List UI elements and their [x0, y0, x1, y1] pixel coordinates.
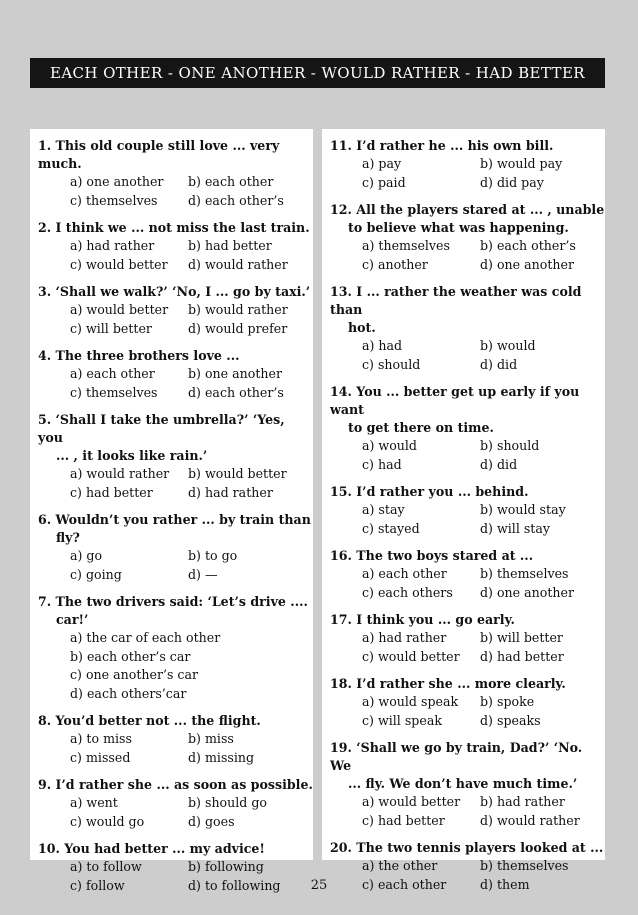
question-line: 15. I’d rather you ... behind.	[330, 484, 529, 499]
answer-option: c) missed	[70, 749, 131, 765]
answer-option: c) had better	[362, 812, 445, 828]
answer-option: a) had rather	[362, 630, 447, 645]
question-line: to believe what was happening.	[348, 220, 569, 235]
answer-option: b) each other	[188, 174, 274, 189]
question-line: fly?	[56, 530, 80, 545]
answer-option: c) would go	[70, 813, 145, 829]
question-line: 13. I ... rather the weather was cold than	[330, 284, 582, 317]
answer-option: c) would better	[362, 648, 460, 664]
answer-options	[330, 693, 605, 730]
question-text	[38, 411, 313, 465]
answer-option: b) should	[480, 438, 540, 453]
question-item	[38, 593, 313, 703]
answer-option: c) follow	[70, 877, 125, 893]
question-text	[38, 593, 313, 629]
answer-options	[330, 337, 605, 374]
answer-option: d) would rather	[480, 812, 580, 828]
answer-option: a) the car of each other	[70, 630, 221, 645]
answer-option: a) to follow	[70, 859, 142, 874]
answer-options	[38, 173, 313, 210]
answer-options	[38, 237, 313, 274]
question-line: ... fly. We don’t have much time.’	[348, 776, 578, 791]
question-line: hot.	[348, 320, 376, 335]
question-line: 14. You ... better get up early if you want	[330, 384, 580, 417]
answer-options	[38, 547, 313, 584]
question-line: 1. This old couple still love ... very much.	[38, 138, 280, 171]
answer-option: c) themselves	[70, 384, 158, 400]
question-line: 18. I’d rather she ... more clearly.	[330, 676, 566, 691]
answer-option: d) missing	[188, 749, 255, 765]
answer-option: d) goes	[188, 813, 235, 829]
answer-option: a) one another	[70, 174, 164, 189]
question-text	[330, 611, 605, 629]
left-column	[30, 129, 313, 893]
answer-option: a) would speak	[362, 694, 459, 709]
answer-options	[38, 301, 313, 338]
answer-option: c) each others	[362, 584, 453, 600]
question-line: 19. ‘Shall we go by train, Dad?’ ‘No. We	[330, 740, 583, 773]
question-item	[330, 483, 605, 538]
answer-options	[38, 794, 313, 831]
answer-option: a) pay	[362, 156, 402, 171]
answer-option: b) each other’s	[480, 238, 576, 253]
answer-option: a) had	[362, 338, 403, 353]
answer-option: d) each others’car	[70, 685, 187, 701]
answer-option: a) each other	[70, 366, 155, 381]
question-item	[38, 283, 313, 338]
question-item	[330, 739, 605, 830]
answer-options	[330, 155, 605, 192]
answer-option: a) go	[70, 548, 103, 563]
answer-option: c) should	[362, 356, 421, 372]
answer-option: c) going	[70, 566, 122, 582]
answer-option: d) would rather	[188, 256, 288, 272]
question-item	[38, 137, 313, 210]
answer-option: d) will stay	[480, 520, 550, 536]
answer-option: b) themselves	[480, 566, 569, 581]
answer-options	[330, 793, 605, 830]
answer-option: b) would better	[188, 466, 287, 481]
question-text	[330, 201, 605, 237]
answer-option: c) had better	[70, 484, 153, 500]
answer-option: c) stayed	[362, 520, 420, 536]
answer-option: b) will better	[480, 630, 563, 645]
answer-option: c) paid	[362, 174, 406, 190]
answer-option: d) speaks	[480, 712, 541, 728]
question-item	[38, 776, 313, 831]
answer-option: c) themselves	[70, 192, 158, 208]
page-number: 25	[310, 878, 328, 893]
answer-options	[330, 565, 605, 602]
question-item	[330, 201, 605, 274]
question-line: 7. The two drivers said: ‘Let’s drive ....	[38, 594, 308, 609]
answer-options	[330, 629, 605, 666]
answer-option: d) one another	[480, 584, 574, 600]
answer-option: d) had rather	[188, 484, 273, 500]
answer-option: d) had better	[480, 648, 564, 664]
answer-option: a) the other	[362, 858, 438, 873]
question-item	[38, 411, 313, 502]
answer-option: a) each other	[362, 566, 447, 581]
answer-option: c) another	[362, 256, 428, 272]
question-text	[38, 511, 313, 547]
answer-option: a) had rather	[70, 238, 155, 253]
answer-option: c) one another’s car	[70, 667, 199, 682]
question-line: 4. The three brothers love ...	[38, 348, 240, 363]
question-line: 2. I think we ... not miss the last train.	[38, 220, 310, 235]
answer-option: b) would pay	[480, 156, 563, 171]
answer-option: a) went	[70, 795, 118, 810]
answer-option: b) would rather	[188, 302, 288, 317]
answer-option: d) did pay	[480, 174, 544, 190]
answer-option: d) one another	[480, 256, 574, 272]
question-line: 3. ‘Shall we walk?’ ‘No, I ... go by taxi.’	[38, 284, 311, 299]
question-text	[38, 283, 313, 301]
question-text	[330, 283, 605, 337]
answer-options	[330, 437, 605, 474]
question-item	[330, 383, 605, 474]
question-text	[38, 776, 313, 794]
answer-option: c) each other	[362, 876, 447, 892]
question-item	[38, 511, 313, 584]
question-line: ... , it looks like rain.’	[56, 448, 208, 463]
question-item	[330, 547, 605, 602]
question-line: 11. I’d rather he ... his own bill.	[330, 138, 554, 153]
answer-option: a) would	[362, 438, 417, 453]
answer-option: b) following	[188, 859, 264, 874]
question-line: car!’	[56, 612, 89, 627]
answer-options	[38, 629, 313, 703]
answer-option: d) each other’s	[188, 384, 284, 400]
question-text	[38, 712, 313, 730]
answer-option: b) had better	[188, 238, 272, 253]
question-line: 20. The two tennis players looked at ...	[330, 840, 604, 855]
question-line: 6. Wouldn’t you rather ... by train than	[38, 512, 311, 527]
answer-option: d) would prefer	[188, 320, 288, 336]
answer-option: d) to following	[188, 877, 281, 893]
question-text	[38, 347, 313, 365]
answer-option: b) miss	[188, 731, 234, 746]
question-text	[38, 137, 313, 173]
question-text	[330, 547, 605, 565]
answer-option: a) would better	[70, 302, 169, 317]
answer-option: a) stay	[362, 502, 405, 517]
answer-options	[38, 465, 313, 502]
answer-options	[38, 365, 313, 402]
answer-option: a) themselves	[362, 238, 450, 253]
question-text	[330, 675, 605, 693]
answer-option: d) each other’s	[188, 192, 284, 208]
answer-option: c) would better	[70, 256, 168, 272]
right-column	[322, 129, 605, 892]
question-line: to get there on time.	[348, 420, 494, 435]
answer-option: b) one another	[188, 366, 282, 381]
answer-options	[330, 237, 605, 274]
question-line: 10. You had better ... my advice!	[38, 841, 265, 856]
answer-option: b) should go	[188, 795, 267, 810]
question-item	[330, 283, 605, 374]
question-item	[38, 347, 313, 402]
answer-option: b) each other’s car	[70, 648, 191, 664]
answer-option: b) spoke	[480, 694, 535, 709]
question-text	[330, 483, 605, 501]
answer-option: a) would better	[362, 794, 461, 809]
answer-options	[330, 501, 605, 538]
answer-options	[38, 730, 313, 767]
answer-option: b) had rather	[480, 794, 565, 809]
answer-option: b) to go	[188, 548, 238, 563]
page-title: EACH OTHER - ONE ANOTHER - WOULD RATHER - HAD BETTER	[30, 58, 605, 88]
answer-option: c) will better	[70, 320, 152, 336]
question-line: 9. I’d rather she ... as soon as possible.	[38, 777, 313, 792]
question-text	[330, 137, 605, 155]
answer-option: b) themselves	[480, 858, 569, 873]
question-line: 5. ‘Shall I take the umbrella?’ ‘Yes, you	[38, 412, 285, 445]
question-text	[330, 739, 605, 793]
answer-option: b) would stay	[480, 502, 566, 517]
question-text	[38, 219, 313, 237]
question-text	[330, 383, 605, 437]
question-item	[38, 712, 313, 767]
question-item	[330, 137, 605, 192]
answer-option: d) did	[480, 356, 518, 372]
question-item	[38, 219, 313, 274]
answer-option: c) will speak	[362, 712, 442, 728]
answer-option: c) had	[362, 456, 402, 472]
question-line: 16. The two boys stared at ...	[330, 548, 534, 563]
question-text	[38, 840, 313, 858]
answer-option: a) would rather	[70, 466, 170, 481]
question-line: 8. You’d better not ... the flight.	[38, 713, 261, 728]
question-text	[330, 839, 605, 857]
answer-option: b) would	[480, 338, 536, 353]
answer-option: a) to miss	[70, 731, 132, 746]
question-line: 12. All the players stared at ... , unable	[330, 202, 605, 217]
answer-option: d) did	[480, 456, 518, 472]
question-item	[330, 675, 605, 730]
question-line: 17. I think you ... go early.	[330, 612, 515, 627]
answer-option: d) them	[480, 876, 530, 892]
answer-option: d) —	[188, 566, 218, 582]
question-item	[330, 611, 605, 666]
